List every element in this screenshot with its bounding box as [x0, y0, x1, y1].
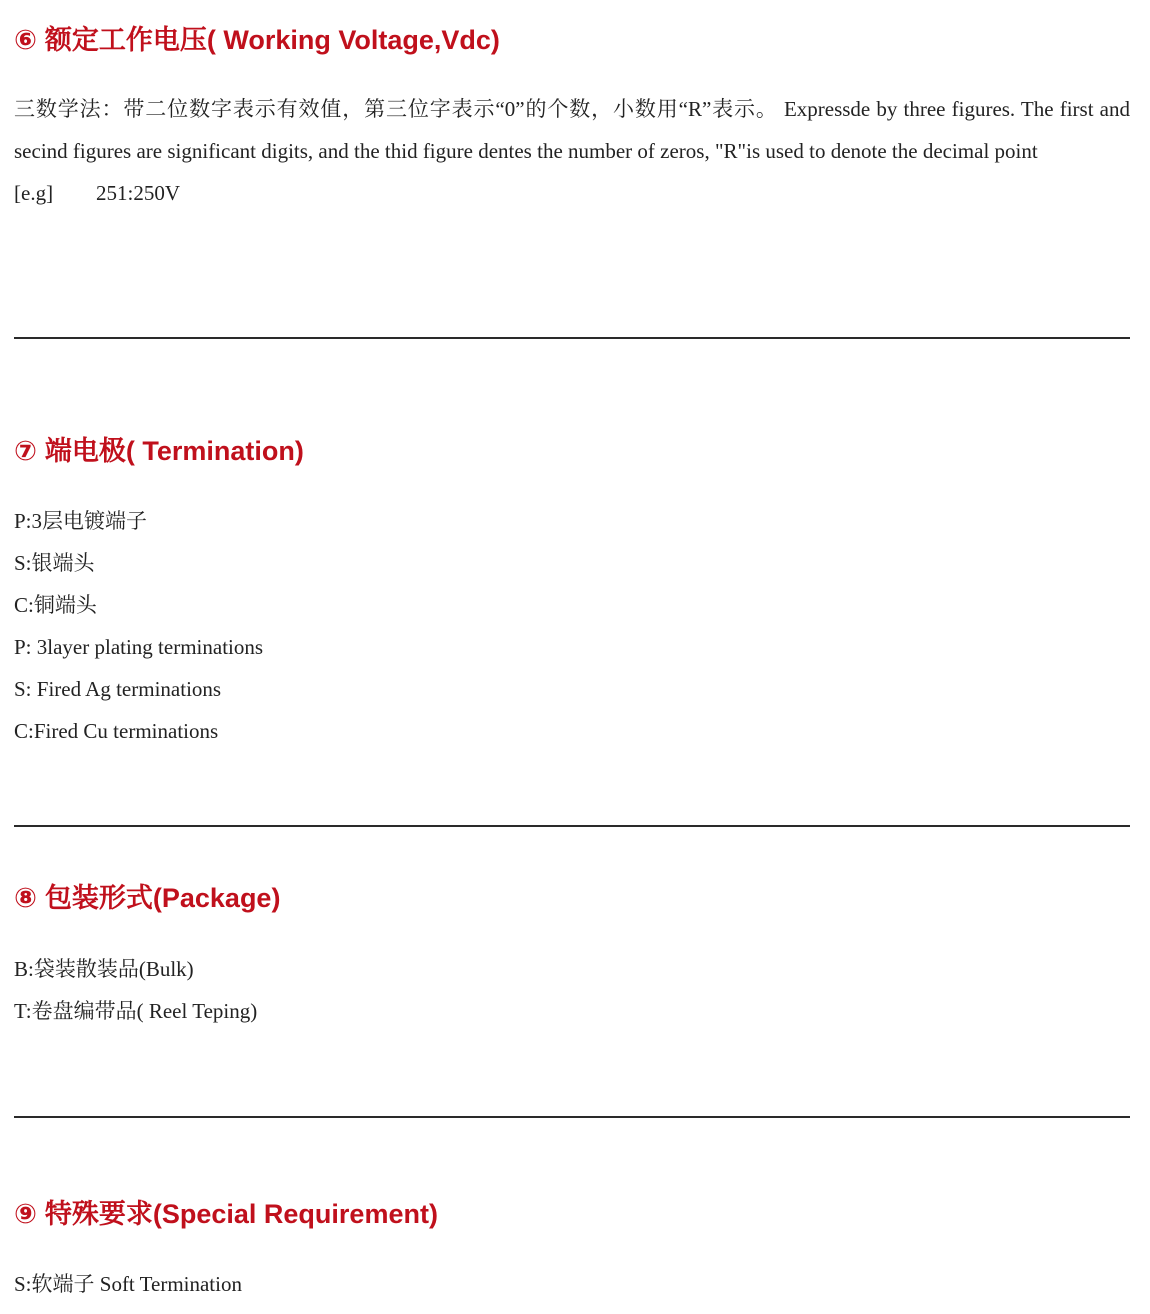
list-item: B:袋装散装品(Bulk): [14, 957, 194, 981]
example-value: 251:250V: [96, 181, 180, 205]
section-number: ⑥: [14, 25, 37, 55]
example-tag: [e.g]: [14, 181, 54, 205]
section-heading-working-voltage: [14, 22, 1130, 58]
list-item: C:铜端头: [14, 593, 97, 617]
section-body: [14, 88, 1130, 214]
section-title: 包装形式(Package): [44, 883, 281, 913]
section-number: ⑧: [14, 883, 37, 913]
section-body: [14, 1263, 1130, 1305]
section-number: ⑦: [14, 436, 37, 466]
list-item: C:Fired Cu terminations: [14, 719, 219, 743]
section-body: [14, 500, 1130, 752]
section-title: 特殊要求(Special Requirement): [44, 1199, 438, 1229]
list-item: S: Fired Ag terminations: [14, 677, 222, 701]
section-divider: [14, 1116, 1130, 1118]
list-item: T:卷盘编带品( Reel Teping): [14, 999, 258, 1023]
list-item: P:3层电镀端子: [14, 509, 148, 533]
section-termination: [14, 433, 1130, 752]
section-working-voltage: [14, 22, 1130, 214]
section-title: 额定工作电压( Working Voltage,Vdc): [44, 25, 500, 55]
section-heading-special-requirement: [14, 1196, 1130, 1232]
section-divider: [14, 825, 1130, 827]
section-title: 端电极( Termination): [44, 436, 304, 466]
list-item: P: 3layer plating terminations: [14, 635, 264, 659]
description-paragraph: 三数学法：带二位数字表示有效值，第三位字表示“0”的个数，小数用“R”表示。 Expressde by three figures. The first and secind figures are significant digits, and the thid figure dentes the number of zeros, "R"is used to denote the decimal point: [14, 97, 1130, 163]
list-item: S:银端头: [14, 551, 95, 575]
list-item: S:软端子 Soft Termination: [14, 1272, 242, 1296]
section-divider: [14, 337, 1130, 339]
section-heading-termination: [14, 433, 1130, 469]
section-body: [14, 948, 1130, 1032]
example-line: [14, 172, 1130, 214]
section-special-requirement: [14, 1196, 1130, 1305]
section-package: [14, 880, 1130, 1032]
section-number: ⑨: [14, 1199, 37, 1229]
section-heading-package: [14, 880, 1130, 916]
